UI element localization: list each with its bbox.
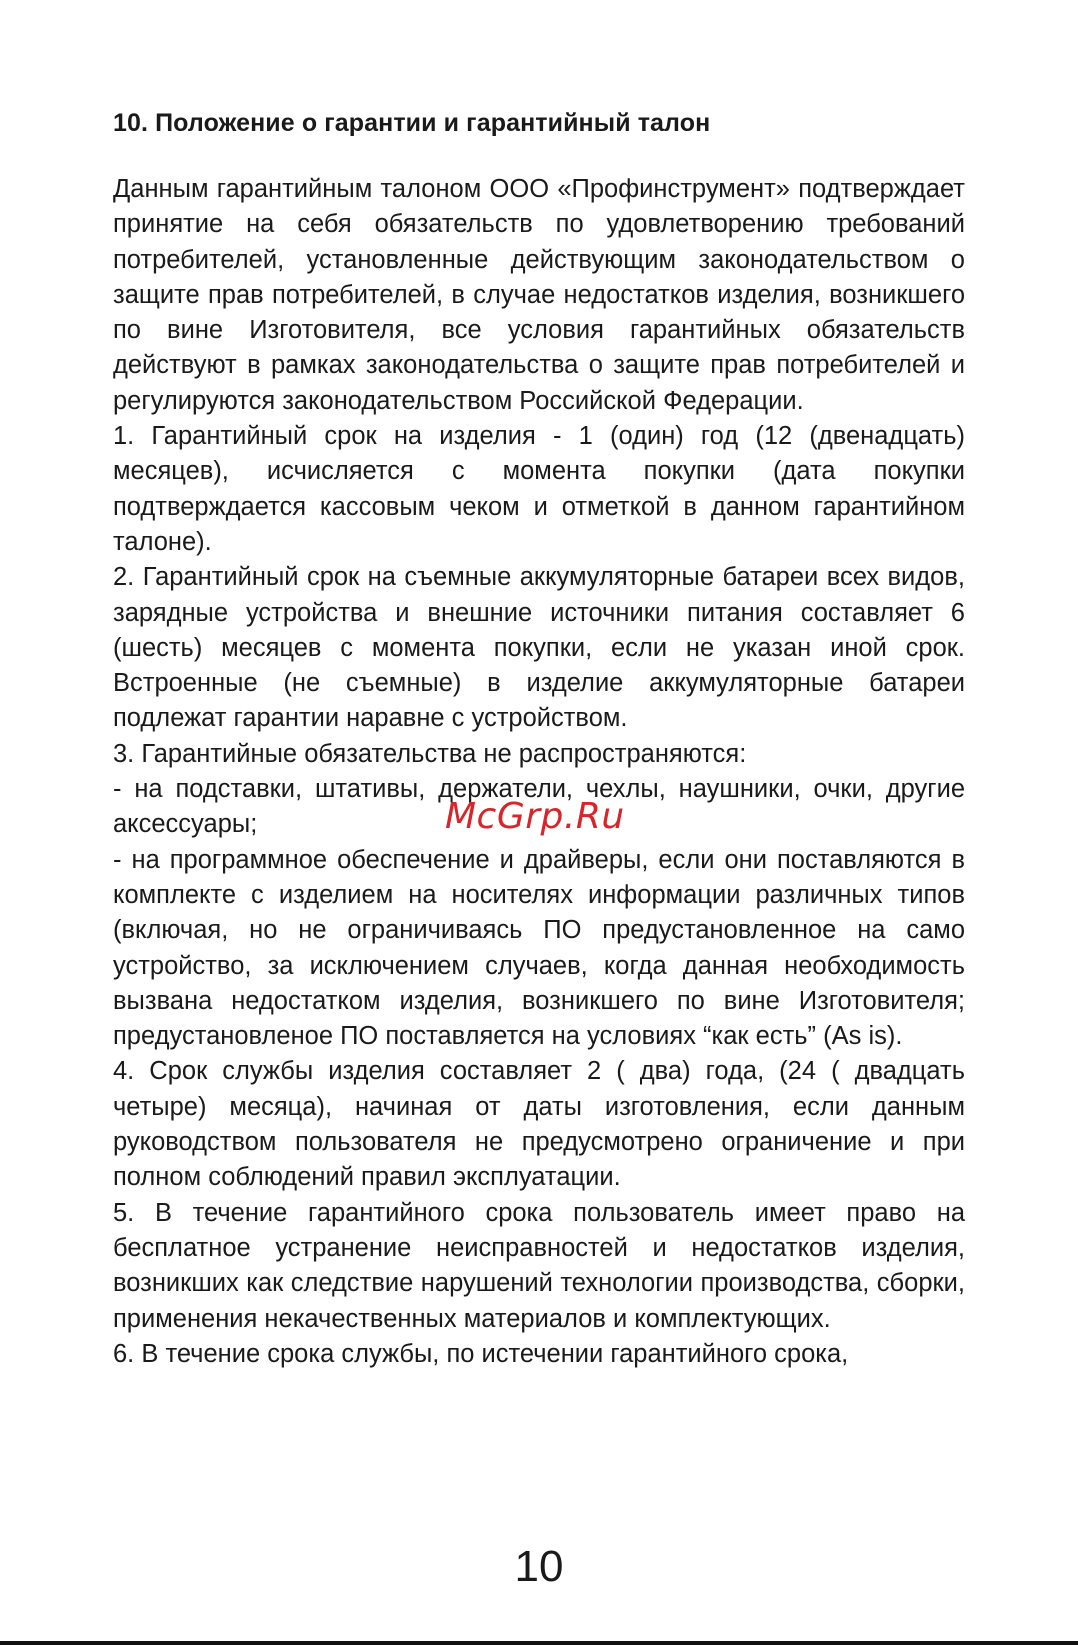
clause-4: 4. Срок службы изделия составляет 2 ( два) года, (24 ( двадцать четыре) месяца), начиная от даты изготовления, если данным руководством пользователя не предусмотрено ограничение и при полном соблюдений правил эксплуатации. [113,1057,965,1192]
document-page [113,104,965,1372]
clause-3-item-software: - на программное обеспечение и драйверы, если они поставляются в комплекте с изделием на носителях информации различных типов (включая, но не ограничиваясь ПО предустановленное на само устройство, за исключением случаев, когда данная необходимость вызвана недостатком изделия, возникшего по вине Изготовителя; предустановленое ПО поставляется на условиях “как есть” (As is). [113,845,965,1051]
clause-3: 3. Гарантийные обязательства не распространяются: [113,739,747,768]
section-heading: 10. Положение о гарантии и гарантийный талон [113,109,711,137]
intro-paragraph: Данным гарантийным талоном ООО «Профинструмент» подтверждает принятие на себя обязательств по удовлетворению требований потребителей, установленные действующим законодательством о защите прав потребителей, в случае недостатков изделия, возникшего по вине Изготовителя, все условия гарантийных обязательств действуют в рамках законодательства о защите прав потребителей и регулируются законодательством Российской Федерации. [113,175,965,415]
clause-1: 1. Гарантийный срок на изделия - 1 (один) год (12 (двенадцать) месяцев), исчисляется с момента покупки (дата покупки подтверждается кассовым чеком и отметкой в данном гарантийном талоне). [113,422,965,556]
clause-2: 2. Гарантийный срок на съемные аккумуляторные батареи всех видов, зарядные устройства и внешние источники питания составляет 6 (шесть) месяцев с момента покупки, если не указан иной срок. Встроенные (не съемные) в изделие аккумуляторные батареи подлежат гарантии наравне с устройством. [113,563,965,733]
clause-5: 5. В течение гарантийного срока пользователь имеет право на бесплатное устранение неисправностей и недостатков изделия, возникших как следствие нарушений технологии производства, сборки, применения некачественных материалов и комплектующих. [113,1198,965,1333]
watermark: McGrp.Ru [445,796,625,837]
clause-6: 6. В течение срока службы, по истечении гарантийного срока, [113,1339,849,1368]
clause-3-item-accessories: - на подставки, штативы, держатели, чехлы, наушники, очки, другие аксессуары; [113,775,965,839]
page-number: 10 [514,1542,564,1591]
document-body [113,172,965,1372]
bottom-border [0,1641,1078,1645]
